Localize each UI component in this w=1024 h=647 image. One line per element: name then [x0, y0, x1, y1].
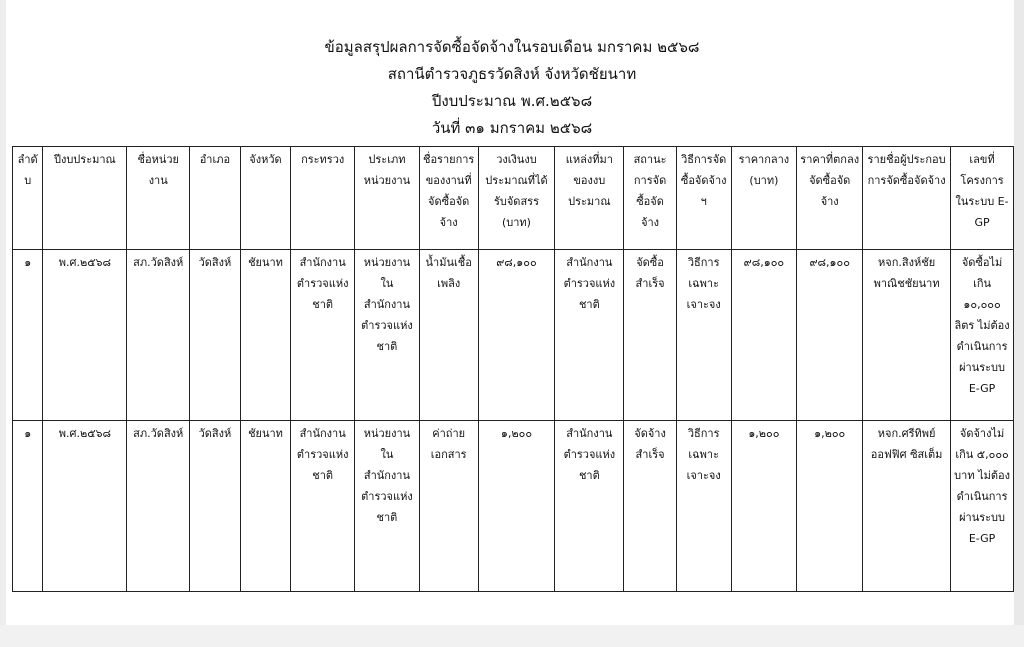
header-source: แหล่งที่มาของงบประมาณ — [555, 147, 624, 250]
cell-method: วิธีการเฉพาะเจาะจง — [676, 421, 731, 592]
cell-vendor: หจก.สิงห์ชัยพาณิชชัยนาท — [863, 250, 951, 421]
cell-district: วัดสิงห์ — [190, 250, 241, 421]
cell-no: ๑ — [13, 250, 43, 421]
cell-method: วิธีการเฉพาะเจาะจง — [676, 250, 731, 421]
cell-agency: สภ.วัดสิงห์ — [127, 421, 190, 592]
cell-status: จัดจ้างสำเร็จ — [624, 421, 677, 592]
header-status: สถานะการจัดซื้อจัดจ้าง — [624, 147, 677, 250]
cell-ministry: สำนักงานตำรวจแห่งชาติ — [291, 421, 355, 592]
cell-fiscal-year: พ.ศ.๒๕๖๘ — [43, 421, 127, 592]
header-egp: เลขที่โครงการในระบบ E-GP — [951, 147, 1014, 250]
cell-agency-type: หน่วยงานในสำนักงานตำรวจแห่งชาติ — [355, 250, 420, 421]
header-district: อำเภอ — [190, 147, 241, 250]
cell-source: สำนักงานตำรวจแห่งชาติ — [555, 421, 624, 592]
cell-no: ๑ — [13, 421, 43, 592]
cell-median-price: ๑,๒๐๐ — [731, 421, 797, 592]
cell-agreed-price: ๙๘,๑๐๐ — [797, 250, 863, 421]
header-province: จังหวัด — [240, 147, 291, 250]
header-no: ลำดับ — [13, 147, 43, 250]
cell-item: ค่าถ่ายเอกสาร — [419, 421, 478, 592]
header-ministry: กระทรวง — [291, 147, 355, 250]
cell-egp: จัดซื้อไม่เกิน ๑๐,๐๐๐ ลิตร ไม่ต้องดำเนินการผ่านระบบ E-GP — [951, 250, 1014, 421]
header-fiscal-year: ปีงบประมาณ — [43, 147, 127, 250]
cell-budget: ๑,๒๐๐ — [478, 421, 555, 592]
cell-egp: จัดจ้างไม่เกิน ๕,๐๐๐ บาท ไม่ต้องดำเนินการผ่านระบบ E-GP — [951, 421, 1014, 592]
cell-budget: ๙๘,๑๐๐ — [478, 250, 555, 421]
header-agency-type: ประเภทหน่วยงาน — [355, 147, 420, 250]
cell-agreed-price: ๑,๒๐๐ — [797, 421, 863, 592]
cell-agency-type: หน่วยงานในสำนักงานตำรวจแห่งชาติ — [355, 421, 420, 592]
header-median-price: ราคากลาง (บาท) — [731, 147, 797, 250]
cell-district: วัดสิงห์ — [190, 421, 241, 592]
cell-agency: สภ.วัดสิงห์ — [127, 250, 190, 421]
cell-vendor: หจก.ศรีทิพย์ออฟฟิศ ซิสเต็ม — [863, 421, 951, 592]
cell-province: ชัยนาท — [240, 421, 291, 592]
header-method: วิธีการจัดซื้อจัดจ้าง ฯ — [676, 147, 731, 250]
cell-status: จัดซื้อสำเร็จ — [624, 250, 677, 421]
cell-item: น้ำมันเชื้อเพลิง — [419, 250, 478, 421]
header-item: ชื่อรายการของงานที่จัดซื้อจัดจ้าง — [419, 147, 478, 250]
report-date: วันที่ ๓๑ มกราคม ๒๕๖๘ — [431, 119, 593, 137]
page-bottom-margin — [0, 625, 1024, 647]
header-agreed-price: ราคาที่ตกลงจัดซื้อจัดจ้าง — [797, 147, 863, 250]
table-header-row — [13, 147, 1014, 250]
header-vendor: รายชื่อผู้ประกอบการจัดซื้อจัดจ้าง — [863, 147, 951, 250]
header-agency: ชื่อหน่วยงาน — [127, 147, 190, 250]
station-name: สถานีตำรวจภูธรวัดสิงห์ จังหวัดชัยนาท — [387, 65, 637, 83]
table-row — [13, 421, 1014, 592]
procurement-table — [12, 146, 1014, 592]
header-budget: วงเงินงบประมาณที่ได้รับจัดสรร (บาท) — [478, 147, 555, 250]
cell-fiscal-year: พ.ศ.๒๕๖๘ — [43, 250, 127, 421]
cell-province: ชัยนาท — [240, 250, 291, 421]
cell-ministry: สำนักงานตำรวจแห่งชาติ — [291, 250, 355, 421]
cell-median-price: ๙๘,๑๐๐ — [731, 250, 797, 421]
document-header — [0, 34, 1024, 142]
cell-source: สำนักงานตำรวจแห่งชาติ — [555, 250, 624, 421]
report-title: ข้อมูลสรุปผลการจัดซื้อจัดจ้างในรอบเดือน มกราคม ๒๕๖๘ — [324, 38, 700, 56]
table-row — [13, 250, 1014, 421]
fiscal-year: ปีงบประมาณ พ.ศ.๒๕๖๘ — [431, 92, 593, 110]
